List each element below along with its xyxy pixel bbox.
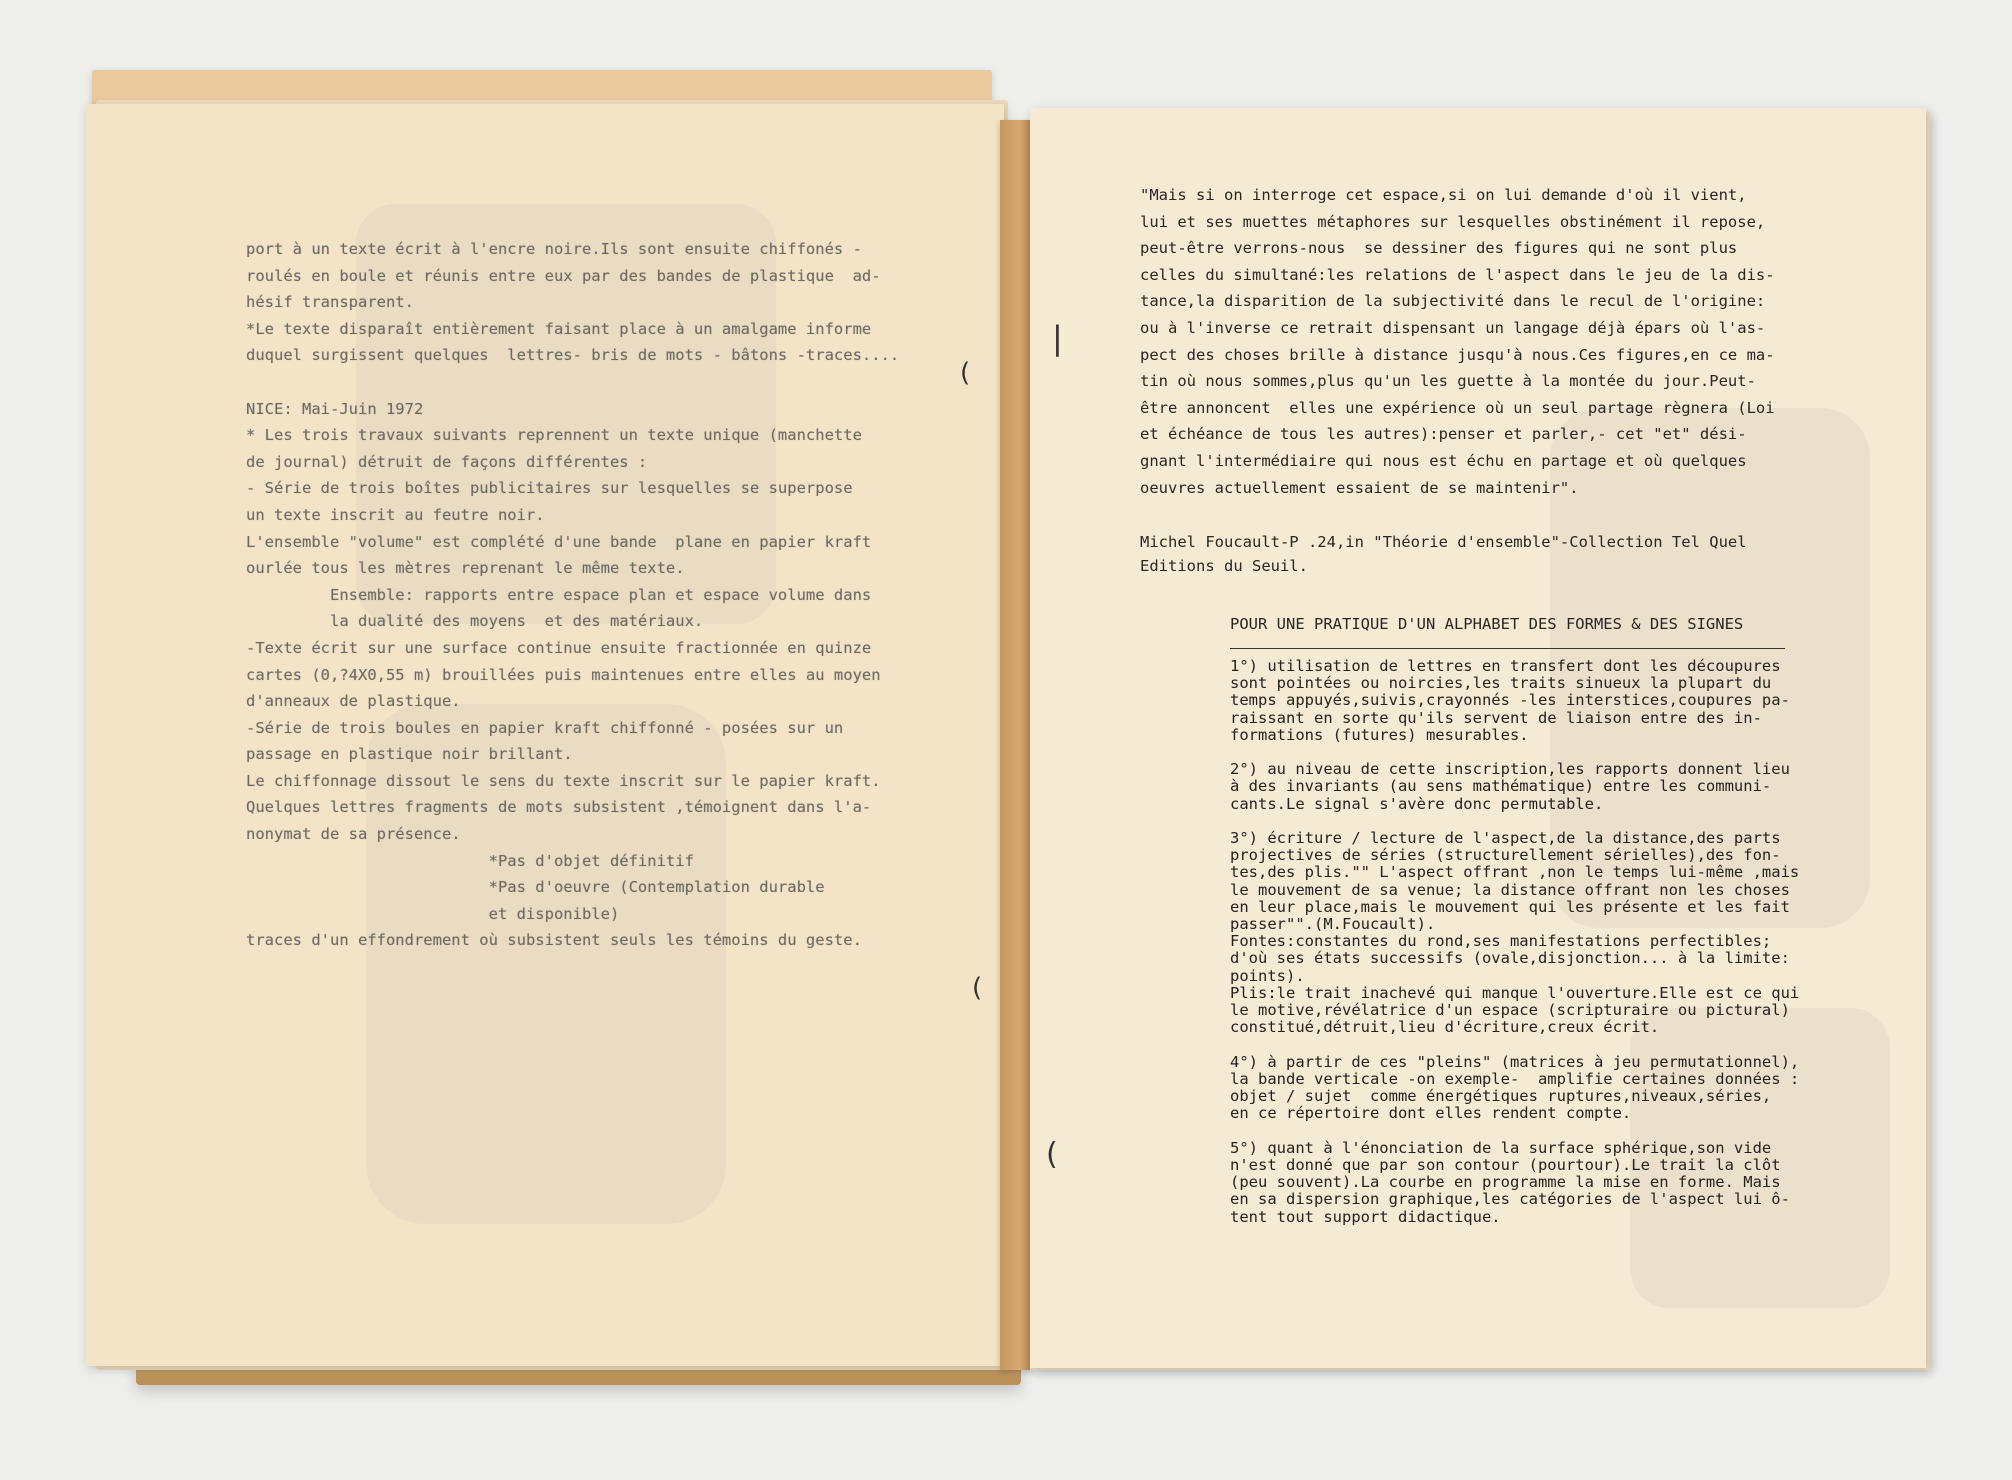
numbered-list: 1°) utilisation de lettres en transfert dont les découpures sont pointées ou noircies,les traits sinueux la plupart du temps appuyés,suivis,crayonnés -les interstices,coupures pa- raissant en sorte qu'ils servent de liaison entre des in- formations (futures) mesurables. 2°) au niveau de cette inscription,les rapports donnent lieu à des invariants (au sens mathématique) entre les communi- cants.Le signal s'avère donc permutable. 3°) écriture / lecture de l'aspect,de la distance,des parts projectives de séries (structurellement sérielles),des fon- tes,des plis."" L'aspect offrant ,non le temps lui-même ,mais le mouvement de sa venue; la distance offrant non les choses en leur place,mais le mouvement qui les présente et les fait passer"".(M.Foucault). Fontes:constantes du rond,ses manifestations perfectibles; d'où ses états successifs (ovale,disjonction... à la limite: points). Plis:le trait inachevé qui manque l'ouverture.Elle est ce qui le motive,révélatrice d'un espace (scripturaire ou pictural) constitué,détruit,lieu d'écriture,creux écrit. 4°) à partir de ces "pleins" (matrices à jeu permutationnel), la bande verticale -on exemple- amplifie certaines données : objet / sujet comme énergétiques ruptures,niveaux,séries, en ce répertoire dont elles rendent compte. 5°) quant à l'énonciation de la surface sphérique,son vide n'est donné que par son contour (pourtour).Le trait la clôt (peu souvent).La courbe en programme la mise en forme. Mais en sa dispersion graphique,les catégories de l'aspect lui ô- tent tout support didactique.	[1230, 657, 1800, 1226]
margin-pencil-mark: (	[960, 358, 971, 388]
left-page-text: port à un texte écrit à l'encre noire.Ils sont ensuite chiffonés - roulés en boule et réunis entre eux par des bandes de plastique ad- hésif transparent. *Le texte disparaît entièrement faisant place à un amalgame informe duquel surgissent quelques lettres- bris de mots - bâtons -traces.... NICE: Mai-Juin 1972 * Les trois travaux suivants reprennent un texte unique (manchette de journal) détruit de façons différentes : - Série de trois boîtes publicitaires sur lesquelles se superpose un texte inscrit au feutre noir. L'ensemble "volume" est complété d'une bande plane en papier kraft ourlée tous les mètres reprenant le même texte. Ensemble: rapports entre espace plan et espace volume dans la dualité des moyens et des matériaux. -Texte écrit sur une surface continue ensuite fractionnée en quinze cartes (0,?4X0,55 m) brouillées puis maintenues entre elles au moyen d'anneaux de plastique. -Série de trois boules en papier kraft chiffonné - posées sur un passage en plastique noir brillant. Le chiffonnage dissout le sens du texte inscrit sur le papier kraft. Quelques lettres fragments de mots subsistent ,témoignent dans l'a- nonymat de sa présence. *Pas d'objet définitif *Pas d'oeuvre (Contemplation durable et disponible) traces d'un effondrement où subsistent seuls les témoins du geste.	[246, 240, 900, 950]
booklet-spine	[1000, 120, 1032, 1370]
quote-citation: Michel Foucault-P .24,in "Théorie d'ensemble"-Collection Tel Quel Editions du Seuil.	[1140, 533, 1747, 575]
foucault-quote: "Mais si on interroge cet espace,si on lui demande d'où il vient, lui et ses muettes métaphores sur lesquelles obstinément il repose, peut-être verrons-nous se dessiner des figures qui ne sont plus celles du simultané:les relations de l'aspect dans le jeu de la dis- tance,la disparition de la subjectivité dans le recul de l'origine: ou à l'inverse ce retrait dispensant un langage déjà épars où l'as- pect des choses brille à distance jusqu'à nous.Ces figures,en ce ma- tin où nous sommes,plus qu'un les guette à la montée du jour.Peut- être annoncent elles une expérience où un seul partage règnera (Loi et échéance de tous les autres):penser et parler,- cet "et" dési- gnant l'intermédiaire qui nous est échu en partage et où quelques oeuvres actuellement essaient de se maintenir".	[1140, 186, 1775, 497]
margin-pencil-mark: |	[1052, 319, 1063, 357]
heading-underline	[1230, 648, 1785, 649]
section-heading: POUR UNE PRATIQUE D'UN ALPHABET DES FORMES & DES SIGNES	[1230, 615, 1744, 633]
margin-pencil-mark: (	[1046, 1137, 1058, 1172]
margin-pencil-mark: (	[972, 973, 983, 1003]
